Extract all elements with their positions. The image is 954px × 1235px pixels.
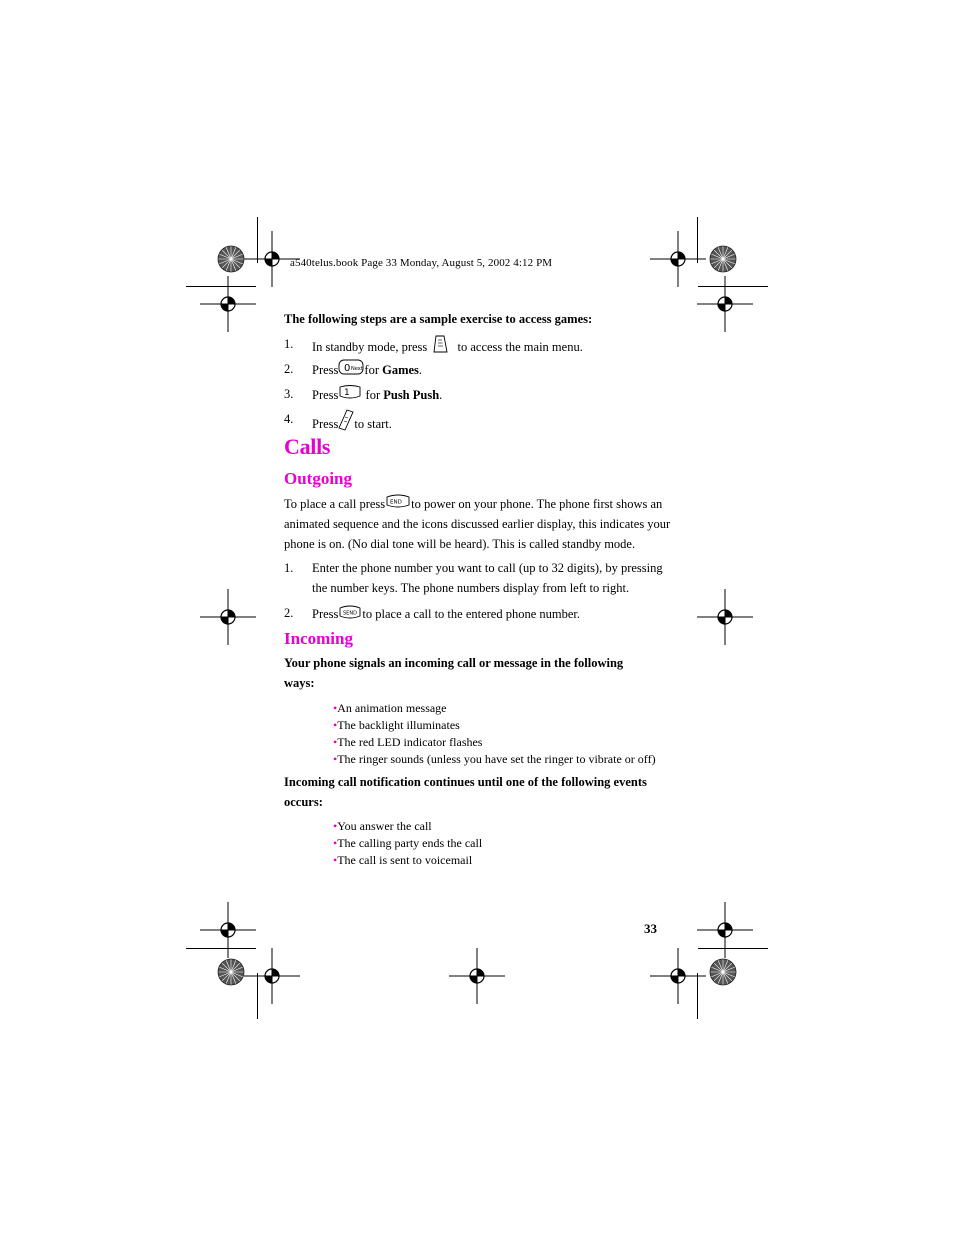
one-key-icon — [338, 384, 362, 402]
list-item-text: The ringer sounds (unless you have set the ringer to vibrate or off) — [337, 752, 656, 766]
list-item-text: The backlight illuminates — [337, 718, 460, 732]
bullet-icon: • — [333, 718, 338, 732]
step-text: Press — [312, 417, 339, 431]
intro-line: occurs: — [284, 795, 323, 809]
step-text: Press — [312, 388, 339, 402]
registration-star — [218, 959, 244, 985]
para-text: to power on your phone. The phone first shows an — [411, 497, 663, 511]
bullet-icon: • — [333, 735, 338, 749]
calls-heading: Calls — [284, 434, 331, 459]
intro-line: Your phone signals an incoming call or message in the following — [284, 656, 624, 670]
list-item — [333, 717, 656, 734]
bullet-icon: • — [333, 853, 338, 867]
bullet-icon: • — [333, 701, 338, 715]
book-header: a540telus.book Page 33 Monday, August 5, 2002 4:12 PM — [290, 257, 553, 269]
list-item — [333, 700, 656, 717]
registration-cross — [200, 902, 256, 958]
step-text: for — [364, 363, 383, 377]
games-intro: The following steps are a sample exercise to access games: — [284, 312, 593, 326]
step-number: 2. — [284, 606, 294, 620]
list-item-text: The call is sent to voicemail — [337, 853, 473, 867]
step-text: to access the main menu. — [457, 340, 583, 354]
registration-cross — [244, 948, 300, 1004]
list-item-text: An animation message — [337, 701, 447, 715]
step-number: 4. — [284, 412, 294, 426]
send-key-label: SEND — [343, 610, 358, 617]
step-text: In standby mode, press — [312, 340, 428, 354]
step-number: 3. — [284, 387, 294, 401]
zero-key-sublabel: Next — [351, 366, 364, 372]
menu-key-icon — [430, 334, 450, 354]
step-number: 1. — [284, 337, 294, 351]
list-item — [333, 818, 482, 835]
one-key-label: 1 — [344, 388, 351, 398]
outgoing-heading: Outgoing — [284, 469, 353, 488]
zero-key-label: 0 — [344, 363, 351, 374]
registration-star — [710, 246, 736, 272]
bullet-icon: • — [333, 836, 338, 850]
end-key-label: END — [390, 499, 402, 506]
list-item — [333, 852, 482, 869]
notification-intro — [284, 772, 684, 812]
registration-cross — [697, 902, 753, 958]
incoming-intro — [284, 653, 684, 693]
step-bold: Push Push — [383, 388, 440, 402]
step-text: . — [439, 388, 443, 402]
registration-cross — [650, 231, 706, 287]
para-text: animated sequence and the icons discussed earlier display, this indicates your — [284, 517, 671, 531]
step-number: 1. — [284, 561, 294, 575]
incoming-heading: Incoming — [284, 629, 353, 648]
step-text: to place a call to the entered phone number. — [362, 607, 581, 621]
list-item — [333, 751, 656, 768]
list-item-text: The red LED indicator flashes — [337, 735, 483, 749]
para-text: phone is on. (No dial tone will be heard). This is called standby mode. — [284, 537, 636, 551]
page-number: 33 — [644, 921, 657, 936]
registration-cross — [697, 589, 753, 645]
send-key-icon — [338, 603, 362, 621]
step-text: . — [418, 363, 423, 377]
bullet-icon: • — [333, 819, 338, 833]
intro-line: ways: — [284, 676, 315, 690]
registration-star — [710, 959, 736, 985]
end-key-icon — [385, 493, 411, 511]
para-text: To place a call press — [284, 497, 386, 511]
registration-cross — [200, 589, 256, 645]
list-item — [333, 835, 482, 852]
ok-key-icon — [338, 409, 354, 431]
step-text: the number keys. The phone numbers display from left to right. — [312, 581, 630, 595]
incoming-ways-list — [333, 700, 656, 768]
registration-cross — [697, 276, 753, 332]
outgoing-paragraph — [284, 493, 684, 554]
registration-cross — [650, 948, 706, 1004]
list-item — [333, 734, 656, 751]
registration-star — [218, 246, 244, 272]
bullet-icon: • — [333, 752, 338, 766]
step-number: 2. — [284, 362, 294, 376]
intro-line: Incoming call notification continues until one of the following events — [284, 775, 647, 789]
list-item-text: The calling party ends the call — [337, 836, 483, 850]
events-list — [333, 818, 482, 869]
step-text: Press — [312, 363, 339, 377]
registration-cross — [200, 276, 256, 332]
step-text: for — [365, 388, 384, 402]
step-text: Enter the phone number you want to call (up to 32 digits), by pressing — [312, 561, 663, 575]
step-text: Press — [312, 607, 339, 621]
step-text: to start. — [354, 417, 392, 431]
list-item-text: You answer the call — [337, 819, 432, 833]
step-bold: Games — [382, 363, 419, 377]
registration-cross — [449, 948, 505, 1004]
zero-key-icon — [338, 359, 364, 377]
